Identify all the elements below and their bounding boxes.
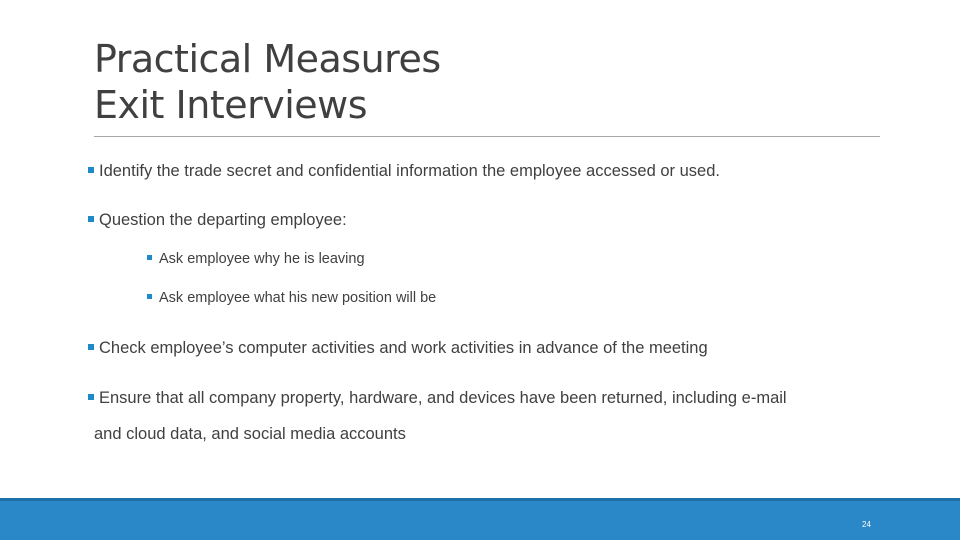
bullet-text: Check employee’s computer activities and work activities in advance of the meeting [99, 339, 708, 357]
title-divider [94, 136, 880, 137]
title-line-1: Practical Measures [94, 37, 441, 81]
slide-title [94, 36, 441, 128]
bullet-continuation: and cloud data, and social media accounts [94, 425, 406, 443]
square-bullet-icon [147, 255, 152, 260]
bullet-item [88, 338, 708, 358]
bullet-item [88, 210, 347, 230]
bullet-text: Ensure that all company property, hardware, and devices have been returned, including e-mail [99, 389, 787, 407]
bullet-item [88, 161, 720, 181]
square-bullet-icon [88, 394, 94, 400]
square-bullet-icon [147, 294, 152, 299]
square-bullet-icon [88, 167, 94, 173]
sub-bullet-item [147, 249, 365, 269]
title-line-2: Exit Interviews [94, 83, 368, 127]
bullet-text: Ask employee what his new position will be [159, 290, 437, 306]
footer-accent-line [0, 498, 960, 501]
bullet-text: Identify the trade secret and confidential information the employee accessed or used. [99, 162, 720, 180]
square-bullet-icon [88, 216, 94, 222]
page-number: 24 [862, 520, 871, 529]
footer-bar [0, 498, 960, 540]
bullet-text: Question the departing employee: [99, 211, 347, 229]
square-bullet-icon [88, 344, 94, 350]
sub-bullet-item [147, 288, 436, 308]
bullet-item [88, 388, 787, 408]
bullet-text: Ask employee why he is leaving [159, 251, 365, 267]
